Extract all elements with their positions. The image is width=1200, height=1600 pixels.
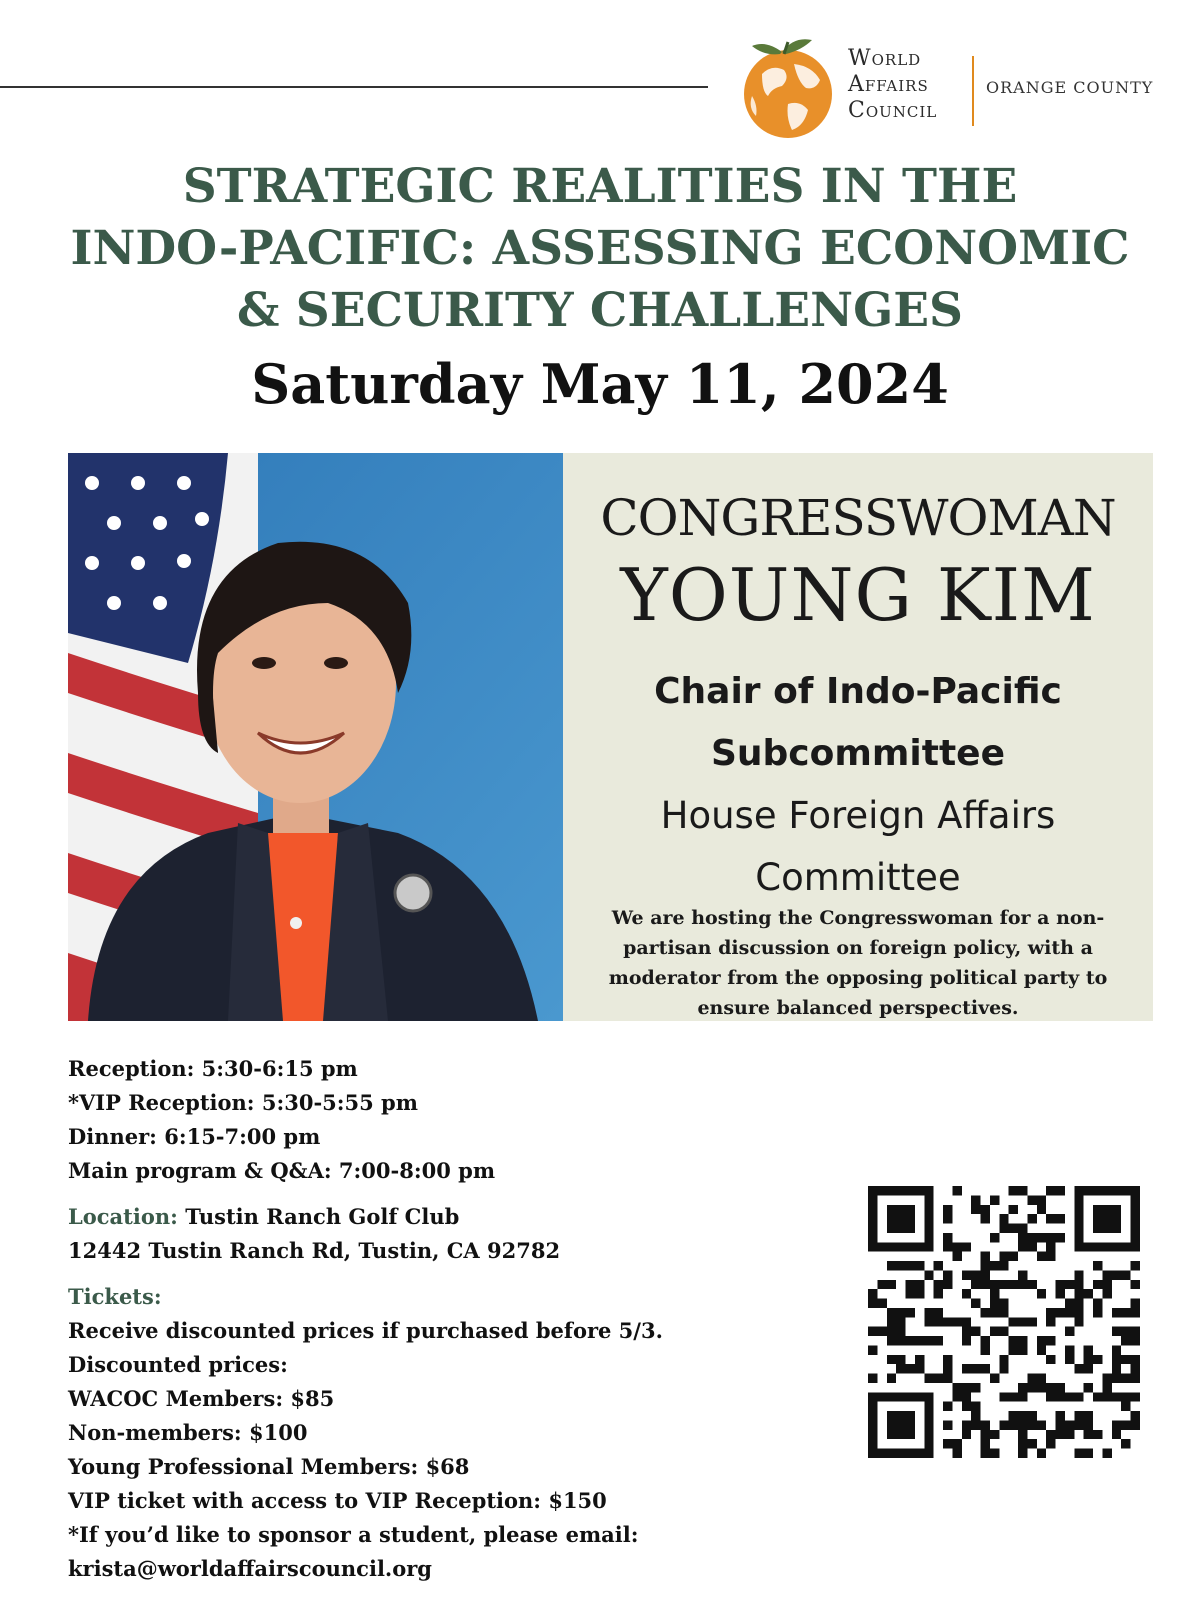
- ticket-line: Non-members: $100: [68, 1420, 308, 1445]
- schedule-item: Main program & Q&A: 7:00-8:00 pm: [68, 1158, 496, 1183]
- qr-code-icon[interactable]: [868, 1186, 1140, 1458]
- logo-separator: [972, 56, 974, 126]
- speaker-name: YOUNG KIM: [620, 553, 1096, 637]
- ticket-line: WACOC Members: $85: [68, 1386, 335, 1411]
- event-description: We are hosting the Congresswoman for a non-partisan discussion on foreign policy, with a moderator from the opposing political party to ensure balanced perspectives.: [608, 907, 1108, 1019]
- location-label: Location:: [68, 1204, 178, 1229]
- location-venue: Tustin Ranch Golf Club: [185, 1204, 460, 1229]
- location-address: 12442 Tustin Ranch Rd, Tustin, CA 92782: [68, 1238, 561, 1263]
- org-region: ORANGE COUNTY: [986, 78, 1154, 97]
- globe-orange-icon: [732, 34, 840, 142]
- speaker-photo: [68, 453, 563, 1021]
- schedule-item: *VIP Reception: 5:30-5:55 pm: [68, 1090, 418, 1115]
- speaker-role: Chair of Indo-Pacific Subcommittee: [654, 671, 1062, 774]
- schedule-item: Reception: 5:30-6:15 pm: [68, 1056, 358, 1081]
- ticket-line: Young Professional Members: $68: [68, 1454, 470, 1479]
- speaker-info-panel: [563, 453, 1153, 1021]
- contact-email[interactable]: krista@worldaffairscouncil.org: [68, 1556, 432, 1581]
- location-line: [68, 1200, 768, 1234]
- header-divider-line: [0, 86, 708, 88]
- org-name: World Affairs Council: [848, 46, 938, 123]
- speaker-committee: House Foreign Affairs Committee: [660, 794, 1056, 899]
- schedule-item: Dinner: 6:15-7:00 pm: [68, 1124, 321, 1149]
- event-details: [68, 1052, 768, 1586]
- ticket-line: *If you’d like to sponsor a student, please email:: [68, 1522, 639, 1547]
- speaker-honorific: CONGRESSWOMAN: [600, 489, 1116, 547]
- event-title: STRATEGIC REALITIES IN THE INDO-PACIFIC: ASSESSING ECONOMIC & SECURITY CHALLENGES: [70, 159, 1130, 338]
- tickets-label: Tickets:: [68, 1284, 162, 1309]
- world-affairs-council-logo: [732, 28, 1172, 146]
- ticket-line: Discounted prices:: [68, 1352, 288, 1377]
- event-date: Saturday May 11, 2024: [251, 352, 949, 416]
- ticket-line: VIP ticket with access to VIP Reception: $150: [68, 1488, 607, 1513]
- ticket-line: Receive discounted prices if purchased before 5/3.: [68, 1318, 663, 1343]
